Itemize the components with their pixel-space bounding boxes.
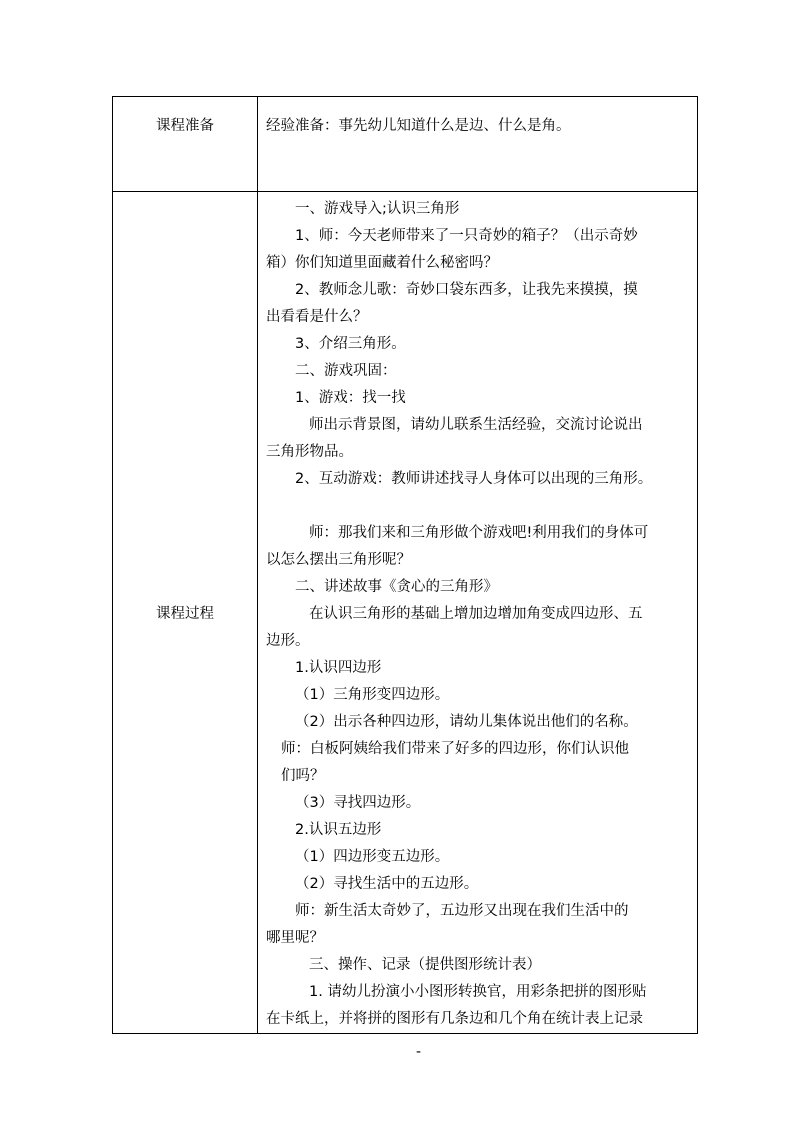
process-line: 边形。 (266, 633, 310, 649)
process-line: 师：白板阿姨给我们带来了好多的四边形，你们认识他 (281, 741, 629, 757)
process-line: 师出示背景图，请幼儿联系生活经验，交流讨论说出 (309, 417, 643, 433)
process-line: 箱）你们知道里面藏着什么秘密吗？ (266, 255, 498, 271)
process-line: （2）寻找生活中的五边形。 (295, 876, 479, 892)
process-line: 3、介绍三角形。 (295, 336, 406, 352)
process-line: 以怎么摆出三角形呢？ (266, 552, 411, 568)
process-line: 二、讲述故事《贪心的三角形》 (295, 579, 498, 595)
preparation-content: 经验准备：事先幼儿知道什么是边、什么是角。 (258, 97, 698, 192)
process-line: （1）三角形变四边形。 (295, 687, 450, 703)
page-number: - (416, 1044, 422, 1060)
row-label-preparation: 课程准备 (113, 97, 258, 192)
blank-line (266, 493, 689, 520)
lesson-plan-table (112, 96, 698, 1034)
process-line: 三、操作、记录（提供图形统计表） (309, 957, 541, 973)
table-row-process (113, 192, 698, 1034)
process-line: 三角形物品。 (266, 444, 353, 460)
process-line: 2、互动游戏：教师讲述找寻人身体可以出现的三角形。 (295, 471, 653, 487)
process-line: 二、游戏巩固： (295, 363, 397, 379)
process-line: 们吗？ (281, 768, 325, 784)
process-line: （3）寻找四边形。 (295, 795, 421, 811)
process-line: 2.认识五边形 (295, 822, 382, 838)
process-line: 1、游戏：找一找 (295, 390, 406, 406)
process-line: 1.认识四边形 (295, 660, 382, 676)
process-line: 出看看是什么？ (266, 309, 368, 325)
process-line: 师：那我们来和三角形做个游戏吧!利用我们的身体可 (309, 525, 649, 541)
process-line: 1、师：今天老师带来了一只奇妙的箱子？（出示奇妙 (295, 228, 638, 244)
process-line: （2）出示各种四边形，请幼儿集体说出他们的名称。 (295, 714, 638, 730)
process-line: 在认识三角形的基础上增加边增加角变成四边形、五 (309, 606, 643, 622)
row-label-process: 课程过程 (113, 192, 258, 1034)
process-line: 2、教师念儿歌：奇妙口袋东西多，让我先来摸摸，摸 (295, 282, 638, 298)
process-content (258, 192, 698, 1034)
process-line: 哪里呢？ (266, 930, 324, 946)
process-line: 师：新生活太奇妙了，五边形又出现在我们生活中的 (295, 903, 629, 919)
process-line: 1. 请幼儿扮演小小图形转换官，用彩条把拼的图形贴 (309, 984, 647, 1000)
table-row-preparation (113, 97, 698, 192)
process-line: 一、游戏导入;认识三角形 (295, 201, 460, 217)
process-line: （1）四边形变五边形。 (295, 849, 450, 865)
process-line: 在卡纸上，并将拼的图形有几条边和几个角在统计表上记录 (266, 1011, 643, 1027)
